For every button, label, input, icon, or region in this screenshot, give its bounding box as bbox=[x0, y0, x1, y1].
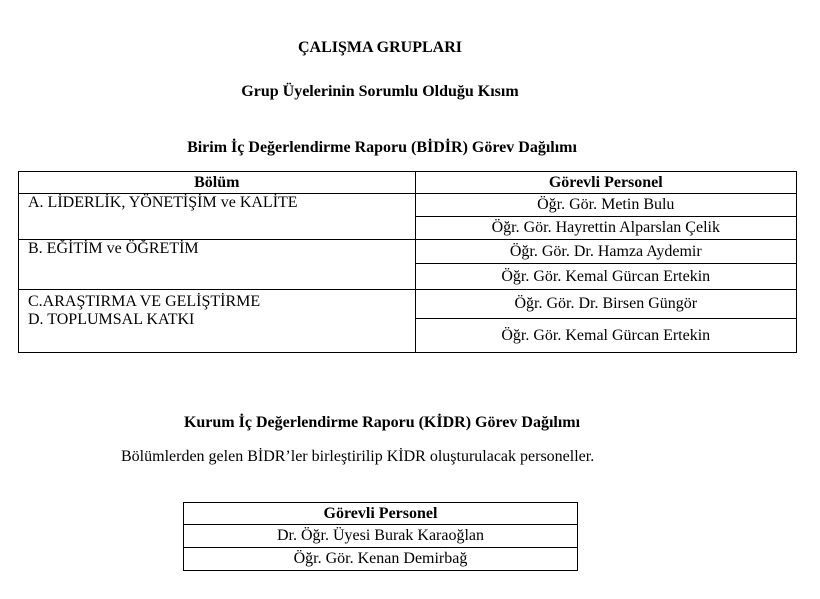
kidr-table bbox=[183, 502, 578, 571]
personnel-cell: Öğr. Gör. Kenan Demirbağ bbox=[184, 548, 578, 571]
table-row bbox=[184, 525, 578, 548]
section-label: B. EĞİTİM ve ÖĞRETİM bbox=[28, 240, 199, 257]
kidr-header-row bbox=[184, 503, 578, 525]
personnel-cell: Öğr. Gör. Kemal Gürcan Ertekin bbox=[415, 264, 796, 290]
column-header-personnel: Görevli Personel bbox=[415, 172, 796, 194]
section-label: A. LİDERLİK, YÖNETİŞİM ve KALİTE bbox=[28, 194, 298, 211]
personnel-cell: Öğr. Gör. Dr. Birsen Güngör bbox=[415, 290, 796, 319]
section-label: C.ARAŞTIRMA VE GELİŞTİRME bbox=[28, 293, 261, 310]
table-row bbox=[19, 290, 797, 319]
page-title: ÇALIŞMA GRUPLARI bbox=[297, 39, 462, 56]
table-row bbox=[19, 240, 797, 264]
personnel-cell: Öğr. Gör. Dr. Hamza Aydemir bbox=[415, 240, 796, 264]
kidr-description: Bölümlerden gelen BİDR’ler birleştirilip KİDR oluşturulacak personeller. bbox=[121, 448, 595, 465]
page-subtitle: Grup Üyelerinin Sorumlu Olduğu Kısım bbox=[241, 83, 519, 100]
section-cell bbox=[19, 290, 416, 353]
table-row bbox=[184, 548, 578, 571]
personnel-cell: Öğr. Gör. Metin Bulu bbox=[415, 194, 796, 217]
section-cell bbox=[19, 240, 416, 290]
bidir-table bbox=[18, 171, 797, 353]
section-cell bbox=[19, 194, 416, 240]
personnel-cell: Dr. Öğr. Üyesi Burak Karaoğlan bbox=[184, 525, 578, 548]
table-row bbox=[19, 194, 797, 217]
column-header-personnel: Görevli Personel bbox=[184, 503, 578, 525]
bidir-header-row bbox=[19, 172, 797, 194]
personnel-cell: Öğr. Gör. Hayrettin Alparslan Çelik bbox=[415, 217, 796, 240]
section-label: D. TOPLUMSAL KATKI bbox=[28, 311, 195, 328]
column-header-section: Bölüm bbox=[19, 172, 416, 194]
bidir-heading: Birim İç Değerlendirme Raporu (BİDİR) Görev Dağılımı bbox=[187, 139, 577, 156]
kidr-heading: Kurum İç Değerlendirme Raporu (KİDR) Görev Dağılımı bbox=[183, 414, 581, 431]
personnel-cell: Öğr. Gör. Kemal Gürcan Ertekin bbox=[415, 319, 796, 353]
